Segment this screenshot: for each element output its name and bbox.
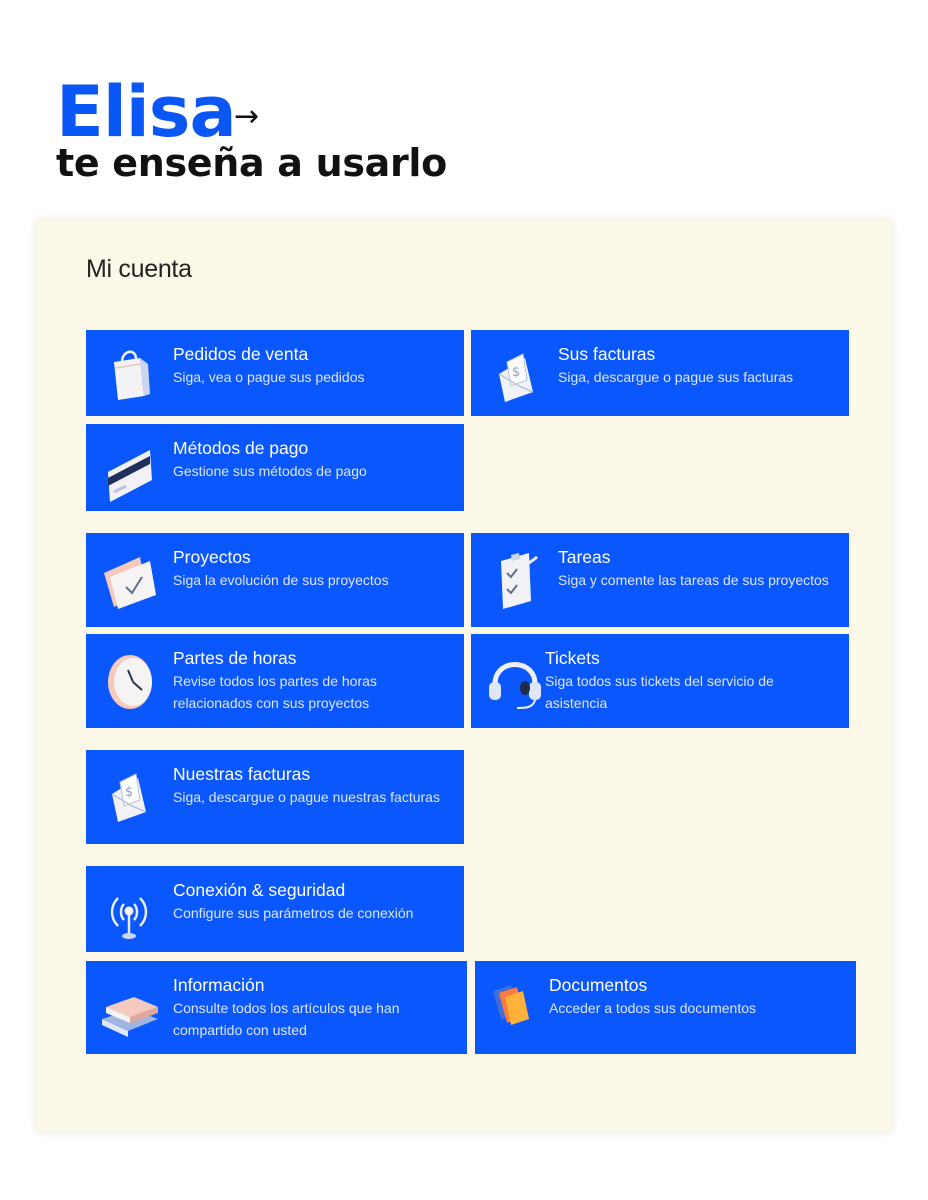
shopping-bag-icon: [100, 340, 162, 408]
invoice-envelope-icon: [485, 340, 547, 408]
svg-text:$: $: [125, 785, 134, 800]
clock-icon: [100, 644, 162, 712]
tile-description: Gestione sus métodos de pago: [173, 463, 367, 479]
tile-title: Tareas: [558, 547, 611, 567]
tile-description: Configure sus parámetros de conexión: [173, 905, 414, 921]
tile-conexion-seguridad[interactable]: [86, 866, 464, 952]
page-title: Mi cuenta: [86, 255, 192, 283]
folder-check-icon: [100, 543, 162, 611]
tile-description: Consulte todos los artículos que han compartido con usted: [173, 1000, 400, 1038]
headset-icon: [485, 644, 547, 712]
arrow-right-icon: →: [234, 99, 260, 134]
hero-subtitle: te enseña a usarlo: [56, 141, 447, 185]
tile-proyectos[interactable]: [86, 533, 464, 627]
tile-description: Siga, descargue o pague sus facturas: [558, 369, 794, 385]
tile-title: Métodos de pago: [173, 438, 309, 458]
tile-metodos-de-pago[interactable]: [86, 424, 464, 511]
svg-text:$: $: [512, 365, 521, 380]
clipboard-tasks-icon: [485, 543, 547, 611]
tile-sus-facturas[interactable]: [471, 330, 849, 416]
antenna-signal-icon: [100, 876, 162, 944]
tile-description: Siga todos sus tickets del servicio de asistencia: [545, 673, 774, 711]
invoice-envelope-icon: [100, 760, 162, 828]
tile-nuestras-facturas[interactable]: [86, 750, 464, 844]
hero-title: Elisa: [56, 71, 236, 153]
tile-title: Sus facturas: [558, 344, 656, 364]
tile-title: Documentos: [549, 975, 648, 995]
tile-title: Nuestras facturas: [173, 764, 311, 784]
tile-description: Siga la evolución de sus proyectos: [173, 572, 389, 588]
tile-description: Siga, descargue o pague nuestras facturas: [173, 789, 440, 805]
credit-card-icon: [100, 434, 162, 502]
tile-pedidos-de-venta[interactable]: [86, 330, 464, 416]
tile-description: Siga y comente las tareas de sus proyectos: [558, 572, 829, 588]
documents-stack-icon: [489, 971, 551, 1039]
tile-documentos[interactable]: [475, 961, 856, 1054]
tile-title: Conexión & seguridad: [173, 880, 346, 900]
tile-description: Revise todos los partes de horas relacionados con sus proyectos: [173, 673, 377, 711]
tile-title: Información: [173, 975, 265, 995]
tile-description: Siga, vea o pague sus pedidos: [173, 369, 365, 385]
books-icon: [100, 971, 162, 1039]
tile-partes-de-horas[interactable]: [86, 634, 464, 728]
tile-title: Tickets: [545, 648, 600, 668]
tile-title: Partes de horas: [173, 648, 297, 668]
tile-title: Proyectos: [173, 547, 251, 567]
tile-title: Pedidos de venta: [173, 344, 309, 364]
tile-tareas[interactable]: [471, 533, 849, 627]
tile-tickets[interactable]: [471, 634, 849, 728]
tile-description: Acceder a todos sus documentos: [549, 1000, 757, 1016]
tile-informacion[interactable]: [86, 961, 467, 1054]
